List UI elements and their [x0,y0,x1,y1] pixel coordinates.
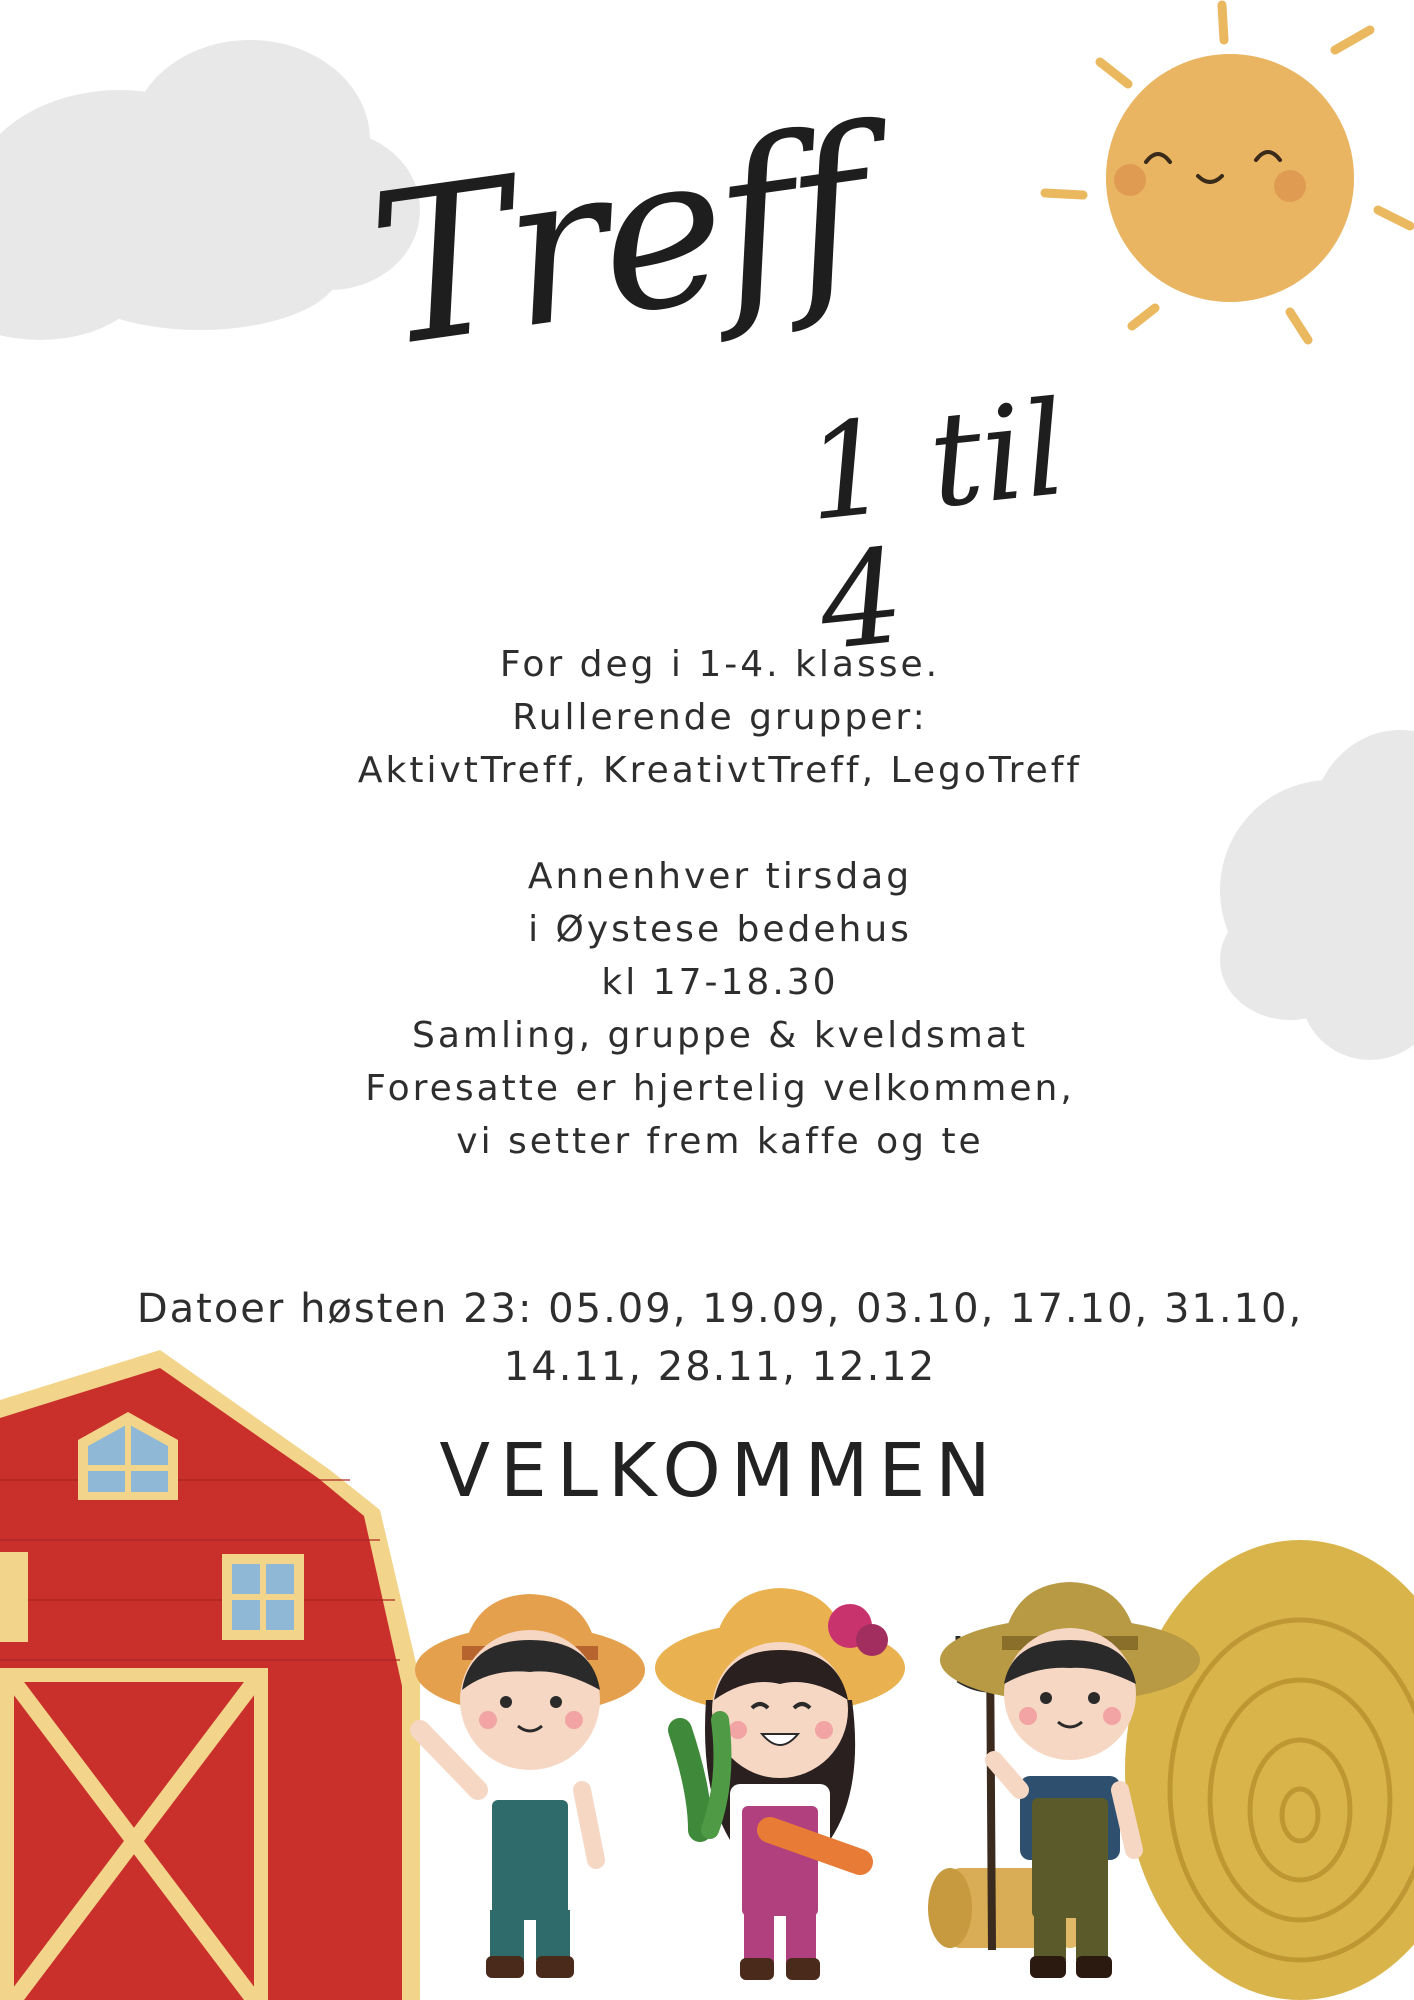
info-line: Rullerende grupper: [512,697,928,738]
dates-block [60,1280,1380,1396]
hay-bale-illustration [1125,1540,1414,2000]
welcome-heading: VELKOMMEN [439,1428,1001,1514]
info-line: AktivtTreff, KreativtTreff, LegoTreff [357,750,1083,791]
info-line: For deg i 1-4. klasse. [499,644,941,685]
info-line: Annenhver tirsdag [527,856,913,897]
spacer [200,797,1240,850]
title-main: Treff [357,83,878,395]
info-line: Samling, gruppe & kveldsmat [412,1015,1028,1056]
info-line: Foresatte er hjertelig velkommen, [365,1068,1075,1109]
info-block [200,638,1240,1168]
info-line: i Øystese bedehus [528,909,912,950]
farmer-girl-illustration [655,1588,905,1980]
dates-line-2: 14.11, 28.11, 12.12 [503,1344,937,1390]
info-line: vi setter frem kaffe og te [456,1121,984,1162]
info-line: kl 17-18.30 [601,962,839,1003]
farmer-boy-illustration [415,1594,645,1978]
title-sub: 1 til 4 [798,371,1073,680]
cloud-right [1220,730,1414,1060]
dates-line-1: Datoer høsten 23: 05.09, 19.09, 03.10, 17.10, 31.10, [136,1286,1304,1332]
